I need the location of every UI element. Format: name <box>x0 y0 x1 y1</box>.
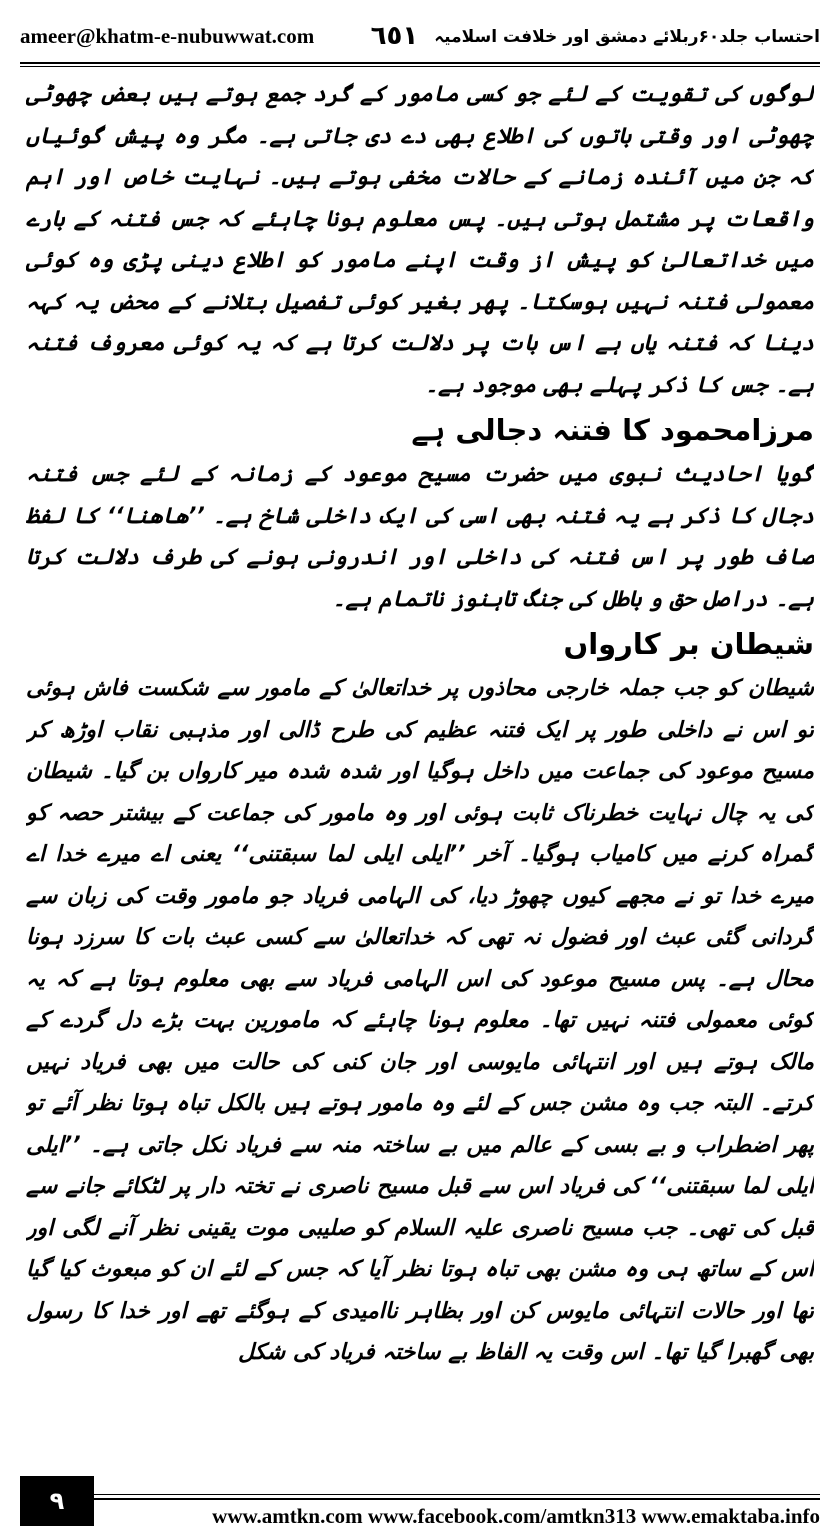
footer-links[interactable]: www.amtkn.com www.facebook.com/amtkn313 www.emaktaba.info <box>212 1504 820 1528</box>
header-rule-thin <box>20 66 820 67</box>
header-email[interactable]: ameer@khatm-e-nubuwwat.com <box>20 23 315 48</box>
header-title-group <box>371 21 820 51</box>
page-body <box>26 74 814 1454</box>
page-header <box>20 14 820 58</box>
page-number: ٦٥١ <box>370 21 419 51</box>
section-heading-1: مرزامحمود کا فتنہ دجالی ہے <box>411 413 814 447</box>
paragraph-2: گویا احادیث نبوی میں حضرت مسیح موعود کے زمانہ کے لئے جس فتنہ دجال کا ذکر ہے یہ فتنہ بھی اسی کی ایک داخلی شاخ ہے۔ ’’ھاھنا‘‘ کا لفظ صاف طور پر اس فتنہ کی داخلی اور اندرونی ہونے کی طرف دلالت کرتا ہے۔ دراصل حق و باطل کی جنگ تاہنوز ناتمام ہے۔ <box>26 462 814 612</box>
footer-rule-thin <box>20 1494 820 1495</box>
header-rule <box>20 62 820 64</box>
paragraph-1: لوگوں کی تقویت کے لئے جو کسی مامور کے گرد جمع ہوتے ہیں بعض چھوٹی چھوٹی اور وقتی باتوں کی اطلاع بھی دے دی جاتی ہے۔ مگر وہ پیش گوئیاں کہ جن میں آئندہ زمانے کے حالات مخفی ہوتے ہیں۔ نہایت خاص اور اہم واقعات پر مشتمل ہوتی ہیں۔ پس معلوم ہونا چاہئے کہ جس فتنہ کے بارے میں خداتعالیٰ کو پیش از وقت اپنے مامور کو اطلاع دینی پڑی وہ کوئی معمولی فتنہ نہیں ہوسکتا۔ پھر بغیر کوئی تفصیل بتلانے کے محض یہ کہہ دینا کہ فتنہ یاں ہے اس بات پر دلالت کرتا ہے کہ یہ کوئی معروف فتنہ ہے۔ جس کا ذکر پہلے بھی موجود ہے۔ <box>26 82 814 398</box>
section-heading-2: شیطان بر کارواں <box>563 627 814 661</box>
footer-rule <box>20 1498 820 1500</box>
paragraph-3: شیطان کو جب جملہ خارجی محاذوں پر خداتعالیٰ کے مامور سے شکست فاش ہوئی تو اس نے داخلی طور پر ایک فتنہ عظیم کی طرح ڈالی اور مذہبی نقاب اوڑھ کر مسیح موعود کی جماعت میں داخل ہوگیا اور شدہ شدہ میر کارواں بن گیا۔ شیطان کی یہ چال نہایت خطرناک ثابت ہوئی اور وہ مامور کی جماعت کے بیشتر حصہ کو گمراہ کرنے میں کامیاب ہوگیا۔ آخر ’’ایلی ایلی لما سبقتنی‘‘ یعنی اے میرے خدا اے میرے خدا تو نے مجھے کیوں چھوڑ دیا، کی الہامی فریاد جو مامور وقت کی زبان سے گردانی گئی عبث اور فضول نہ تھی کہ خداتعالیٰ سے کسی عبث بات کا سرزد ہونا محال ہے۔ پس مسیح موعود کی اس الہامی فریاد سے بھی معلوم ہوتا ہے کہ یہ کوئی معمولی فتنہ نہیں تھا۔ معلوم ہونا چاہئے کہ مامورین بہت بڑے دل گردے کے مالک ہوتے ہیں اور انتہائی مایوسی اور جان کنی کی حالت میں بھی فریاد نہیں کرتے۔ البتہ جب وہ مشن جس کے لئے وہ مامور ہوتے ہیں بالکل تباہ ہوتا نظر آئے تو پھر اضطراب و بے بسی کے عالم میں بے ساختہ منہ سے فریاد نکل جاتی ہے۔ ’’ایلی ایلی لما سبقتنی‘‘ کی فریاد اس سے قبل مسیح ناصری نے تختہ دار پر لٹکائے جانے سے قبل کی تھی۔ جب مسیح ناصری علیہ السلام کو صلیبی موت یقینی نظر آنے لگی اور اس کے ساتھ ہی وہ مشن بھی تباہ ہوتا نظر آیا کہ جس کے لئے ان کو مبعوث کیا گیا تھا اور حالات انتہائی مایوس کن اور بظاہر ناامیدی کے ہوگئے تھے اور خدا کا رسول بھی گھبرا گیا تھا۔ اس وقت یہ الفاظ بے ساختہ فریاد کی شکل <box>26 676 814 1365</box>
folio-number: ۹ <box>20 1476 94 1526</box>
running-title: احتساب جلد۶۰ربلائے دمشق اور خلافت اسلامیہ <box>434 26 820 47</box>
